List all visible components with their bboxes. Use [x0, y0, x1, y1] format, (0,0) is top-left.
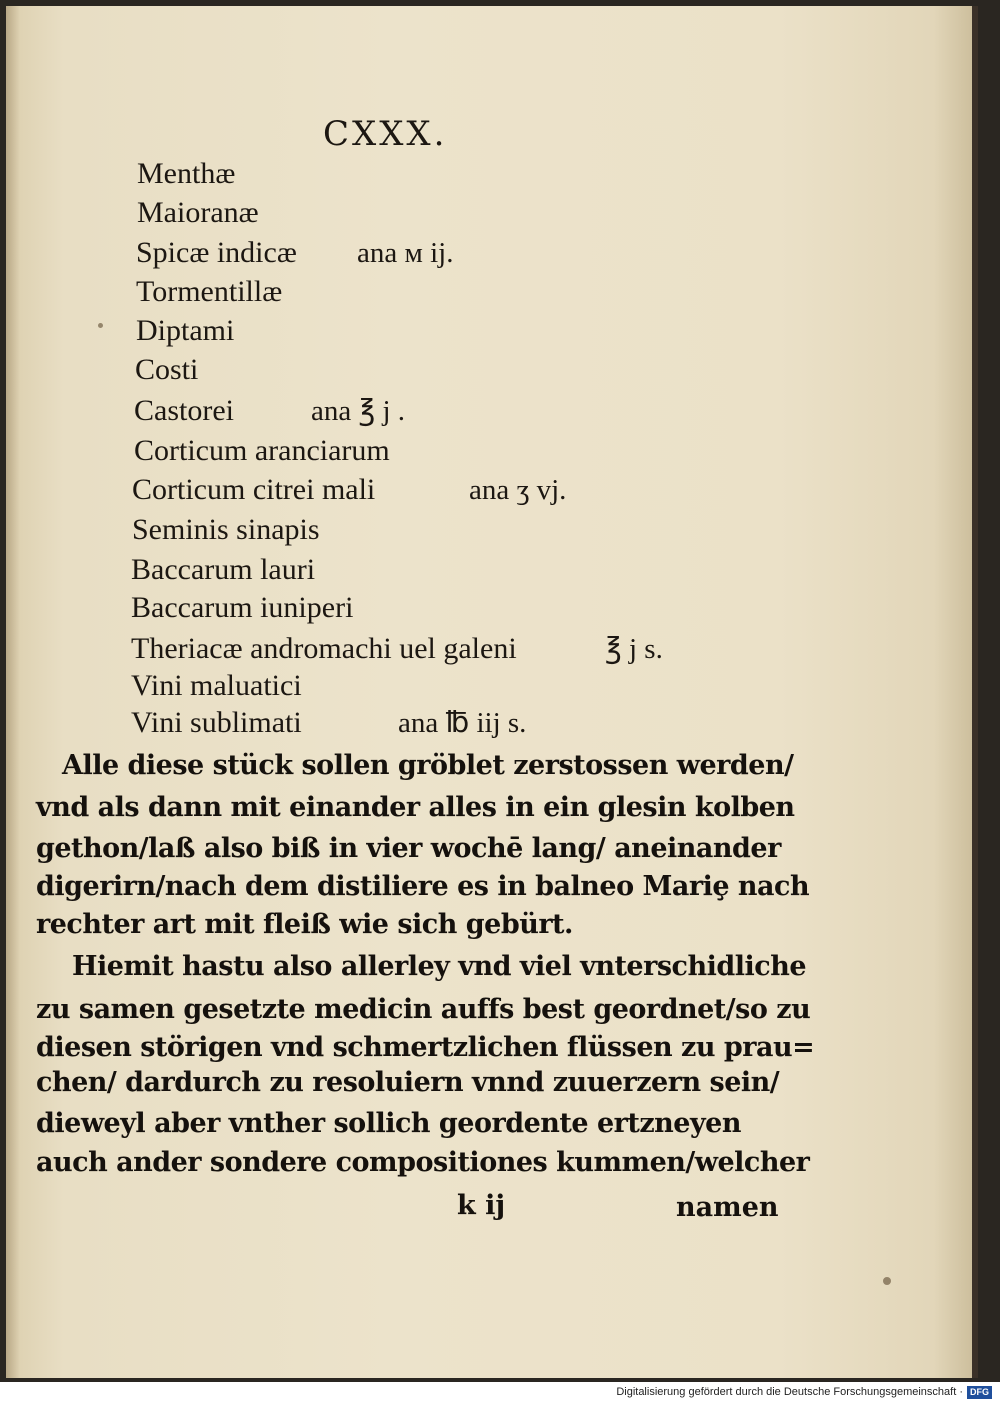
dose-amount: ana ʒ vj. — [469, 474, 567, 506]
dose-amount: ana ℔ iij s. — [398, 707, 527, 739]
text-line-content: digerirn/nach dem distiliere es in balneo Mariȩ nach — [36, 871, 810, 902]
ingredient-name: Costi — [135, 353, 199, 386]
ingredient-name: Vini sublimati — [131, 706, 302, 739]
ingredient-name: Corticum citrei mali — [132, 473, 376, 506]
text-line-content: Alle diese stück sollen gröblet zerstossen werden/ — [62, 750, 794, 781]
text-line-content: gethon/laß also biß in vier wochē lang/ aneinander — [36, 833, 781, 864]
ingredient-name: Seminis sinapis — [132, 513, 320, 546]
ingredient-name: Tormentillæ — [136, 275, 283, 308]
page-edge-shadow — [6, 6, 20, 1378]
ingredient-name: Menthæ — [137, 157, 236, 190]
dfg-logo-icon: DFG — [967, 1386, 992, 1399]
dose-amount: ana ℥ j . — [311, 395, 406, 427]
ingredient-name: Vini maluatici — [131, 669, 302, 702]
ingredient-name: Diptami — [136, 314, 235, 347]
dose-amount: ana м ij. — [357, 237, 454, 269]
ingredient-name: Maioranæ — [137, 196, 259, 229]
ingredient-name: Castorei — [134, 394, 234, 427]
dose-amount: ℥ j s. — [605, 633, 663, 665]
ingredient-name: Baccarum iuniperi — [131, 591, 354, 624]
credit-bar — [0, 1382, 1000, 1402]
text-line-content: auch ander sondere compositiones kummen/welcher — [36, 1147, 810, 1178]
catchword: namen — [676, 1192, 779, 1223]
text-line-content: rechter art mit fleiß wie sich gebürt. — [36, 909, 573, 940]
ingredient-name: Spicæ indicæ — [136, 236, 297, 269]
ingredient-name: Theriacæ andromachi uel galeni — [131, 632, 517, 665]
signature-mark: k ij — [457, 1190, 506, 1221]
text-line-content: chen/ dardurch zu resoluiern vnnd zuuerzern sein/ — [36, 1067, 780, 1098]
ink-spot — [98, 323, 103, 328]
text-line-content: Hiemit hastu also allerley vnd viel vnterschidliche — [72, 951, 807, 982]
text-line-content: diesen störigen vnd schmertzlichen flüssen zu prau= — [36, 1032, 815, 1063]
ink-spot — [883, 1277, 891, 1285]
credit-text: Digitalisierung gefördert durch die Deutsche Forschungsgemeinschaft · — [616, 1386, 963, 1398]
text-line-content: dieweyl aber vnther sollich geordente ertzneyen — [36, 1108, 741, 1139]
text-line-content: vnd als dann mit einander alles in ein glesin kolben — [36, 792, 795, 823]
ingredient-name: Baccarum lauri — [131, 553, 316, 586]
text-line-content: zu samen gesetzte medicin auffs best geordnet/so zu — [36, 994, 811, 1025]
folio-number: CXXX. — [323, 114, 448, 154]
ingredient-name: Corticum aranciarum — [134, 434, 390, 467]
